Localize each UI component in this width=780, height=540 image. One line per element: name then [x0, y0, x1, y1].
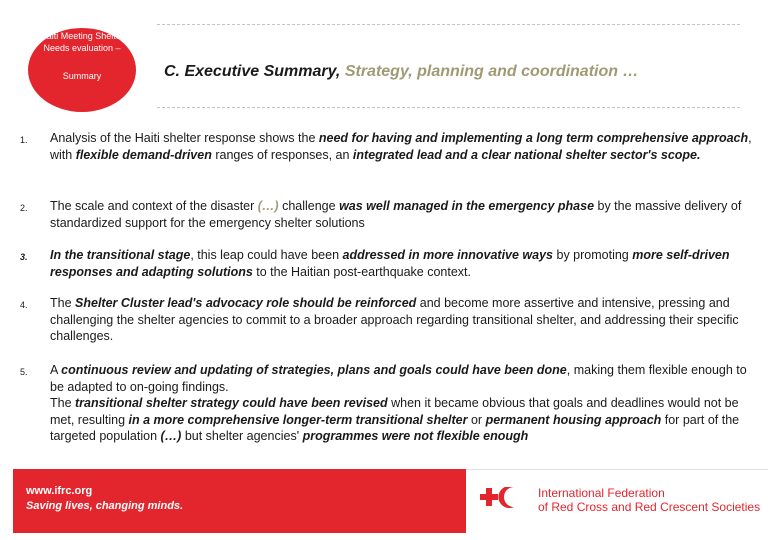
title-sub: Strategy, planning and coordination …	[344, 63, 639, 80]
text-run: by promoting	[553, 248, 633, 262]
text-run: , making them flexible enough to be adapted to on-going findings.	[50, 363, 747, 394]
text-run: challenge	[278, 199, 340, 213]
text-run: and become more assertive and intensive, pressing and challenging the shelter agencies to commit to a broader approach regarding transitional shelter, and addressing their specific challenges.	[50, 296, 739, 343]
text-run: but shelter agencies'	[181, 429, 303, 443]
badge-line-1: Haiti Meeting Shelter	[40, 31, 124, 41]
text-run: A	[50, 363, 62, 377]
item-text	[50, 295, 762, 345]
item-text	[50, 130, 762, 163]
emphasis-run: integrated lead and a clear national shelter sector's scope.	[352, 147, 701, 162]
footer-url-link[interactable]: www.ifrc.org	[26, 485, 93, 497]
text-run: , with	[50, 131, 752, 162]
text-run: Analysis of the Haiti shelter response shows the	[50, 131, 319, 145]
emphasis-run: permanent housing approach	[485, 412, 662, 427]
item-text	[50, 362, 762, 445]
page-title	[164, 63, 638, 81]
item-number: 4.	[20, 300, 28, 310]
text-run: for part of the targeted population	[50, 412, 740, 443]
footer-slogan: Saving lives, changing minds.	[26, 500, 184, 512]
emphasis-run: (…)	[160, 429, 182, 443]
top-divider	[157, 24, 740, 25]
emphasis-run: continuous review and updating of strategies, plans and goals could have been done	[61, 363, 567, 377]
emphasis-run: need for having and implementing a long term comprehensive approach	[318, 131, 749, 145]
badge-line-3: Summary	[62, 71, 102, 81]
text-run: by the massive delivery of standardized support for the emergency shelter solutions	[50, 199, 742, 230]
emphasis-run: programmes were not flexible enough	[302, 429, 529, 443]
section-badge	[28, 28, 136, 112]
text-run: when it became obvious that goals and deadlines would not be met, resulting	[50, 396, 739, 427]
emphasis-run: more self-driven responses and adapting solutions	[50, 248, 730, 279]
text-run: or	[467, 412, 486, 427]
item-text	[50, 247, 762, 280]
emphasis-run: in a more comprehensive longer-term transitional shelter	[128, 412, 468, 427]
emphasis-run: Shelter Cluster lead's advocacy role should be reinforced	[75, 296, 417, 310]
title-main: C. Executive Summary,	[164, 63, 341, 80]
emphasis-run: In the transitional stage	[50, 248, 191, 262]
item-number: 1.	[20, 135, 28, 145]
text-run: The	[50, 396, 76, 410]
bottom-divider	[157, 107, 740, 108]
item-number: 5.	[20, 367, 28, 377]
badge-line-2: Needs evaluation –	[43, 43, 121, 53]
item-text	[50, 198, 762, 231]
organization-name	[538, 487, 760, 514]
emphasis-run: addressed in more innovative ways	[342, 248, 554, 262]
text-run: The scale and context of the disaster	[50, 199, 258, 213]
emphasis-run: flexible demand-driven	[75, 147, 212, 162]
red-cross-crescent-logo-icon	[480, 487, 528, 513]
text-run: The	[50, 296, 76, 310]
text-run: ranges of responses, an	[211, 147, 353, 162]
emphasis-run: was well managed in the emergency phase	[339, 199, 595, 213]
emphasis-run: (…)	[257, 199, 279, 213]
item-number: 3.	[20, 252, 28, 262]
item-number: 2.	[20, 203, 28, 213]
org-line-1: International Federation	[538, 486, 665, 500]
emphasis-run: transitional shelter strategy could have been revised	[75, 396, 388, 410]
text-run: to the Haitian post-earthquake context.	[252, 264, 472, 279]
org-line-2: of Red Cross and Red Crescent Societies	[538, 499, 761, 514]
text-run: , this leap could have been	[190, 248, 343, 262]
